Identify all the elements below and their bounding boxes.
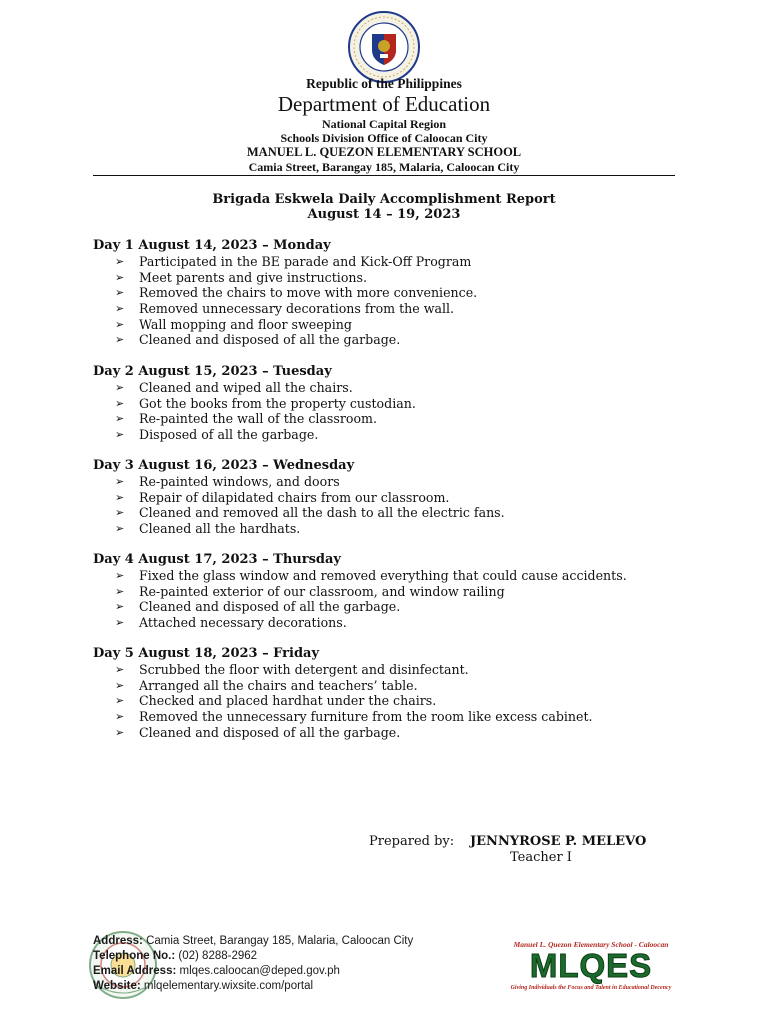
arrowhead-bullet-icon: ➢ <box>115 333 125 347</box>
task-text: Cleaned and wiped all the chairs. <box>139 380 353 395</box>
footer-website <box>93 979 413 994</box>
arrowhead-bullet-icon: ➢ <box>115 396 125 410</box>
task-text: Checked and placed hardhat under the chairs. <box>139 693 437 709</box>
logo-motto: Giving Individuals the Focus and Talent in Educational Decency <box>510 985 672 991</box>
task-text: Scrubbed the floor with detergent and disinfectant. <box>139 662 469 677</box>
arrowhead-bullet-icon: ➢ <box>115 600 125 614</box>
task-text: Got the books from the property custodian. <box>139 395 416 411</box>
task-text: Re-painted windows, and doors <box>139 474 340 489</box>
footer-address <box>93 934 413 949</box>
arrowhead-bullet-icon: ➢ <box>115 255 125 268</box>
arrowhead-bullet-icon: ➢ <box>115 710 125 724</box>
footer-address-label: Address: <box>93 935 143 947</box>
task-list <box>93 380 693 443</box>
footer-email <box>93 964 413 979</box>
task-item <box>93 490 693 506</box>
arrowhead-bullet-icon: ➢ <box>115 412 125 426</box>
task-item <box>93 615 693 631</box>
footer-telephone-label: Telephone No.: <box>93 950 176 962</box>
arrowhead-bullet-icon: ➢ <box>115 678 125 692</box>
header-department: Department of Education <box>277 92 491 116</box>
task-text: Removed unnecessary decorations from the wall. <box>139 301 455 317</box>
day-heading: Day 5 August 18, 2023 – Friday <box>93 646 320 661</box>
task-item <box>93 396 693 412</box>
deped-seal-icon <box>347 10 421 84</box>
day-heading: Day 3 August 16, 2023 – Wednesday <box>93 458 355 473</box>
day-3-section <box>93 458 693 537</box>
task-text: Repair of dilapidated chairs from our classroom. <box>139 489 450 505</box>
day-5-section <box>93 646 693 740</box>
header-school-address: Camia Street, Barangay 185, Malaria, Caloocan City <box>248 160 520 174</box>
preparer-name: JENNYROSE P. MELEVO <box>470 834 647 849</box>
task-item <box>93 380 693 396</box>
task-item <box>93 332 693 348</box>
task-item <box>93 662 693 678</box>
arrowhead-bullet-icon: ➢ <box>115 475 125 488</box>
arrowhead-bullet-icon: ➢ <box>115 522 125 536</box>
task-text: Wall mopping and floor sweeping <box>139 316 352 332</box>
task-item <box>93 725 693 741</box>
report-dates: August 14 – 19, 2023 <box>307 207 461 222</box>
arrowhead-bullet-icon: ➢ <box>115 506 125 520</box>
mlqes-logo: MLQES <box>529 947 653 984</box>
day-2-section <box>93 364 693 443</box>
footer-website-value: mlqelementary.wixsite.com/portal <box>143 980 314 992</box>
header-school-name: MANUEL L. QUEZON ELEMENTARY SCHOOL <box>246 145 522 159</box>
arrowhead-bullet-icon: ➢ <box>115 286 125 300</box>
task-text: Meet parents and give instructions. <box>139 269 367 285</box>
task-list <box>93 254 693 348</box>
task-item <box>93 270 693 286</box>
task-list <box>93 474 693 537</box>
task-item <box>93 521 693 537</box>
task-item <box>93 568 693 584</box>
task-text: Re-painted the wall of the classroom. <box>139 411 377 427</box>
arrowhead-bullet-icon: ➢ <box>115 569 125 582</box>
arrowhead-bullet-icon: ➢ <box>115 694 125 708</box>
footer-website-label: Website: <box>93 980 141 992</box>
arrowhead-bullet-icon: ➢ <box>115 725 125 739</box>
task-text: Re-painted exterior of our classroom, and window railing <box>139 583 505 599</box>
task-item <box>93 317 693 333</box>
arrowhead-bullet-icon: ➢ <box>115 302 125 316</box>
task-list <box>93 568 693 631</box>
prepared-by-label: Prepared by: <box>369 834 455 849</box>
arrowhead-bullet-icon: ➢ <box>115 428 125 442</box>
task-item <box>93 693 693 709</box>
logo-tagline: Manuel L. Quezon Elementary School - Caloocan <box>513 940 669 949</box>
header-division: Schools Division Office of Caloocan City <box>280 131 488 145</box>
task-item <box>93 285 693 301</box>
day-heading: Day 2 August 15, 2023 – Tuesday <box>93 364 332 379</box>
task-text: Attached necessary decorations. <box>139 615 347 631</box>
footer-telephone <box>93 949 413 964</box>
footer-contact <box>93 934 413 994</box>
arrowhead-bullet-icon: ➢ <box>115 584 125 598</box>
arrowhead-bullet-icon: ➢ <box>115 270 125 284</box>
task-text: Arranged all the chairs and teachers’ table. <box>139 677 418 693</box>
footer-email-value: mlqes.caloocan@deped.gov.ph <box>179 965 340 977</box>
arrowhead-bullet-icon: ➢ <box>115 317 125 331</box>
task-item <box>93 474 693 490</box>
header-republic: Republic of the Philippines <box>306 76 462 91</box>
footer-address-value: Camia Street, Barangay 185, Malaria, Caloocan City <box>146 935 414 947</box>
task-item <box>93 709 693 725</box>
report-title: Brigada Eskwela Daily Accomplishment Report <box>212 192 556 207</box>
footer-telephone-value: (02) 8288-2962 <box>178 950 258 962</box>
task-item <box>93 599 693 615</box>
task-item <box>93 678 693 694</box>
preparer-position: Teacher I <box>510 850 572 865</box>
task-item <box>93 427 693 443</box>
task-item <box>93 411 693 427</box>
footer-email-label: Email Address: <box>93 965 177 977</box>
task-text: Removed the unnecessary furniture from the room like excess cabinet. <box>139 709 593 725</box>
task-text: Removed the chairs to move with more convenience. <box>139 285 478 301</box>
task-text: Cleaned and disposed of all the garbage. <box>139 599 401 615</box>
task-item <box>93 301 693 317</box>
day-heading: Day 1 August 14, 2023 – Monday <box>93 238 331 253</box>
task-text: Cleaned and removed all the dash to all the electric fans. <box>139 505 505 521</box>
header-region: National Capital Region <box>321 117 446 131</box>
arrowhead-bullet-icon: ➢ <box>115 381 125 394</box>
day-1-section <box>93 238 693 348</box>
task-item <box>93 254 693 270</box>
task-text: Cleaned and disposed of all the garbage. <box>139 332 401 348</box>
task-text: Cleaned all the hardhats. <box>139 521 301 537</box>
task-text: Cleaned and disposed of all the garbage. <box>139 724 401 740</box>
task-text: Participated in the BE parade and Kick-Off Program <box>139 254 472 269</box>
task-item <box>93 505 693 521</box>
task-text: Fixed the glass window and removed everything that could cause accidents. <box>139 568 627 583</box>
header-divider <box>93 175 675 176</box>
task-list <box>93 662 693 740</box>
day-4-section <box>93 552 693 631</box>
arrowhead-bullet-icon: ➢ <box>115 616 125 630</box>
task-item <box>93 584 693 600</box>
task-text: Disposed of all the garbage. <box>139 427 319 443</box>
arrowhead-bullet-icon: ➢ <box>115 663 125 676</box>
arrowhead-bullet-icon: ➢ <box>115 490 125 504</box>
day-heading: Day 4 August 17, 2023 – Thursday <box>93 552 341 567</box>
